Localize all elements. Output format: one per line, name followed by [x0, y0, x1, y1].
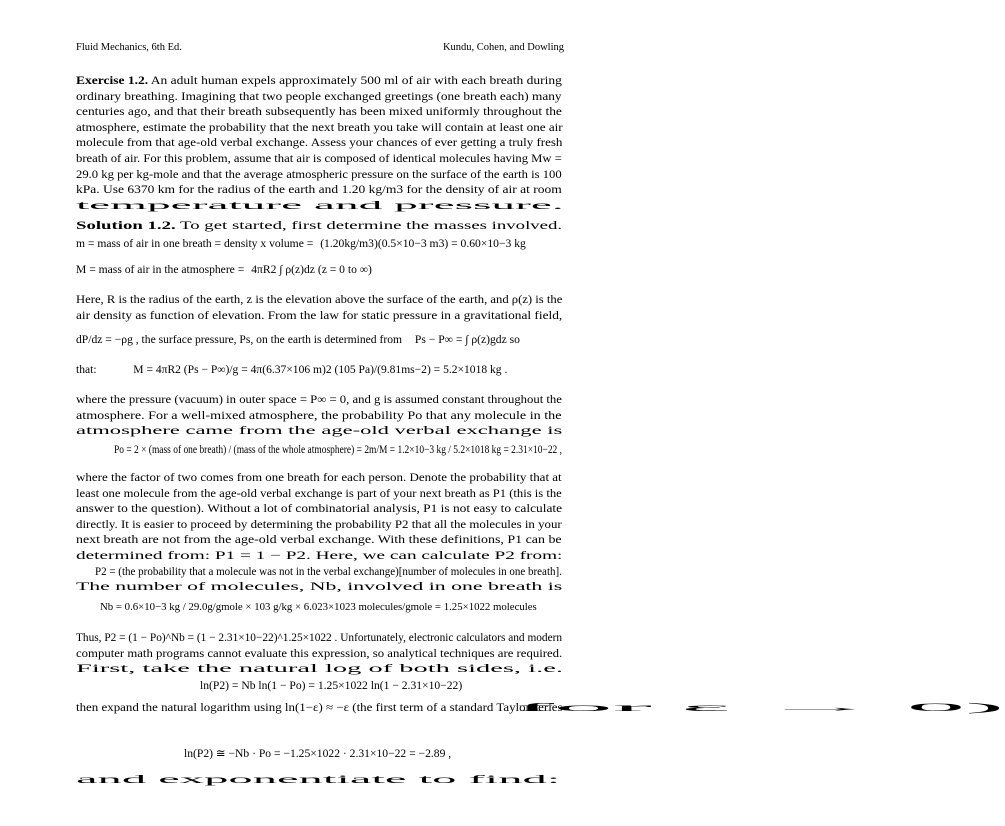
approx-log-equation: ln(P2) ≅ −Nb · Po = −1.25×1022 · 2.31×10−22 = −2.89 ,: [184, 747, 452, 760]
molecule-count-equation: Nb = 0.6×10−3 kg / 29.0g/gmole × 103 g/kg × 6.023×1023 molecules/gmole = 1.25×1022 molecules: [100, 601, 537, 613]
log-equation: ln(P2) = Nb ln(1 − Po) = 1.25×1022 ln(1 − 2.31×10−22): [200, 679, 463, 692]
mixing-paragraph: where the pressure (vacuum) in outer space = P∞ = 0, and g is assumed constant throughout the atmosphere. For a well-mixed atmosphere, the probability Po that any molecule in the atmosphere came from the age-old verbal exchange is: [76, 393, 563, 438]
taylor-paragraph: then expand the natural logarithm using ln(1−ε) ≈ −ε (the first term of a standard Taylor series for ε → 0): [76, 701, 1005, 714]
total-mass-equation: that: M = 4πR2 (Ps − P∞)/g = 4π(6.37×106 m)2 (105 Pa)/(9.81ms−2) = 5.2×1018 kg .: [76, 363, 508, 376]
solution-label: Solution 1.2.: [76, 219, 176, 232]
atmosphere-mass-equation: M = mass of air in the atmosphere = 4πR2 ∫ ρ(z)dz (z = 0 to ∞): [76, 263, 372, 276]
exercise-paragraph: Exercise 1.2. An adult human expels approximately 500 ml of air with each breath during ordinary breathing. Imagining that two people exchanged greetings (one breath each) many centuries ago, and that their breath subsequently has been mixed uniformly throughout the atmosphere, estimate the probability that the next breath you take will contain at least one air molecule from that age-old verbal exchange. Assess your chances of ever getting a truly fresh breath of air. For this problem, assume that air is composed of identical molecules having Mw = 29.0 kg per kg-mole and that the average atmospheric pressure on the surface of the earth is 100 kPa. Use 6370 km for the radius of the earth and 1.20 kg/m3 for the density of air at room temperature and pressure.: [76, 74, 564, 212]
running-header-right: Kundu, Cohen, and Dowling: [442, 42, 564, 53]
probability-paragraph: where the factor of two comes from one breath for each person. Denote the probability that at least one molecule from the age-old verbal exchange is part of your next breath as P1 (this is the answer to the question). Without a lot of combinatorial analysis, P1 is not easy to calculate directly. It is easier to proceed by determining the probability P2 that all the molecules in your next breath are not from the age-old verbal exchange. With these definitions, P1 can be determined from: P1 = 1 − P2. Here, we can calculate P2 from: P2 = (the probability that a molecule was not in the verbal exchange)[number of molecules in one breath]. The number of molecules, Nb, involved in one breath is: [76, 471, 563, 594]
closing-line: and exponentiate to find:: [76, 773, 561, 786]
static-pressure-line: dP/dz = −ρg , the surface pressure, Ps, on the earth is determined from Ps − P∞ = ∫ ρ(z)gdz so: [76, 333, 520, 346]
breath-mass-equation: m = mass of air in one breath = density x volume = (1.20kg/m3)(0.5×10−3 m3) = 0.60×10−3 kg: [76, 237, 526, 250]
probability-po-equation: Po = 2 × (mass of one breath) / (mass of the whole atmosphere) = 2m/M = 1.2×10−3 kg / 5.2×1018 kg = 2.31×10−22 ,: [114, 443, 562, 456]
running-header-left: Fluid Mechanics, 6th Ed.: [76, 42, 182, 53]
density-paragraph: Here, R is the radius of the earth, z is the elevation above the surface of the earth, and ρ(z) is the air density as function of elevation. From the law for static pressure in a gravitational field,: [76, 293, 563, 322]
exercise-label: Exercise 1.2.: [76, 74, 149, 87]
logarithm-paragraph: Thus, P2 = (1 − Po)^Nb = (1 − 2.31×10−22)^1.25×1022 . Unfortunately, electronic calculators and modern computer math programs cannot evaluate this expression, so analytical techniques are required. First, take the natural log of both sides, i.e.: [76, 631, 563, 676]
solution-intro: Solution 1.2. To get started, first determine the masses involved.: [76, 219, 563, 232]
